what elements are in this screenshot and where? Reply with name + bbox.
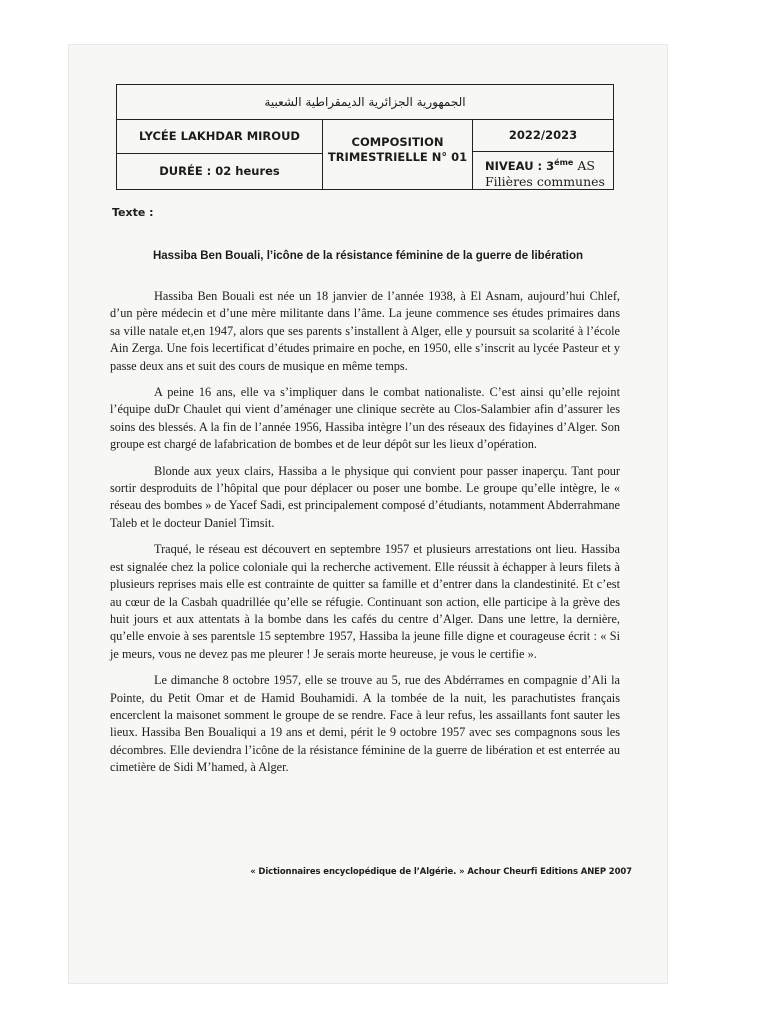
text-body (110, 288, 620, 786)
school-name: LYCÉE LAKHDAR MIROUD (117, 119, 323, 154)
school-year: 2022/2023 (473, 119, 613, 152)
composition-line-1: COMPOSITION (351, 135, 444, 149)
source-citation: « Dictionnaires encyclopédique de l’Algérie. » Achour Cheurfi Editions ANEP 2007 (250, 866, 632, 877)
level-label: NIVEAU : (485, 158, 547, 173)
level-suffix: AS (573, 157, 595, 173)
header-table (116, 84, 614, 190)
paragraph-2: A peine 16 ans, elle va s’impliquer dans le combat nationaliste. C’est ainsi qu’elle rejoint l’équipe duDr Chaulet qui vient d’aménager une clinique secrète au Clos-Salambier afin d’assurer les soins des blessés. A la fin de l’année 1956, Hassiba intègre l’un des réseaux des fidayines d’Alger. Son groupe est chargé de lafabrication de bombes et de leur dépôt sur les lieux d’opération. (110, 385, 620, 452)
paragraph-1: Hassiba Ben Bouali est née un 18 janvier de l’année 1938, à El Asnam, aujourd’hui Chlef, d’un père médecin et d’une mère militante dans l’âme. La jeune commence ses études primaires dans sa ville natale et,en 1947, alors que ses parents s’installent à Alger, elle y poursuit sa scolarité à l’école Ain Zerga. Une fois lecertificat d’études primaire en poche, en 1950, elle s’inscrit au lycée Pasteur et y passe deux ans et suit des cours de musique en même temps. (110, 289, 620, 373)
level-cell (473, 152, 613, 189)
texte-label: Texte : (112, 206, 154, 219)
level-number: 3 (546, 158, 555, 173)
composition-line-2: TRIMESTRIELLE N° 01 (327, 150, 468, 164)
level-sup: éme (554, 158, 574, 167)
composition-title (323, 119, 473, 189)
paragraph-5: Le dimanche 8 octobre 1957, elle se trouve au 5, rue des Abdérrames en compagnie d’Ali la Pointe, du Petit Omar et de Hamid Bouhamidi. A la tombée de la nuit, les parachutistes français encerclent la maisonet somment le groupe de se rendre. Face à leur refus, les assaillants font sauter les lieux. Hassiba Ben Boualiqui a 19 ans et demi, périt le 9 octobre 1957 avec ses compagnons sous les décombres. Elle deviendra l’icône de la résistance féminine de la guerre de libération et est enterrée au cimetière de Sidi M’hamed, à Alger. (110, 673, 620, 775)
exam-duration: DURÉE : 02 heures (117, 154, 323, 189)
paragraph-4: Traqué, le réseau est découvert en septembre 1957 et plusieurs arrestations ont lieu. Hassiba est signalée chez la police coloniale qui la recherche activement. Elle réussit à échapper à leurs filets à plusieurs reprises mais elle est contrainte de quitter sa famille et d’entrer dans la clandestinité. Et c’est au cœur de la Casbah quadrillée qu’elle se réfugie. Continuant son action, elle participe à la grève des huit jours et aux attentats à la bombe dans les cafés du centre d’Alger. Dans une lettre, la dernière, qu’elle envoie à ses parentsle 15 septembre 1957, Hassiba la jeune fille digne et courageuse écrit : « Si je meurs, vous ne devez pas me pleurer ! Je serais morte heureuse, je vous le certifie ». (110, 542, 620, 661)
exam-sheet (68, 44, 668, 984)
paragraph-3: Blonde aux yeux clairs, Hassiba a le physique qui convient pour passer inaperçu. Tant pour sortir desproduits de l’hôpital que pour déplacer ou poser une bombe. Le groupe qu’elle intègre, le « réseau des bombes » de Yacef Sadi, est principalement composé d’étudiants, notamment Abderrahmane Taleb et le docteur Daniel Timsit. (110, 463, 620, 530)
arabic-title: الجمهورية الجزائرية الديمقراطية الشعبية (117, 85, 613, 120)
filieres: Filières communes (485, 173, 605, 189)
text-title: Hassiba Ben Bouali, l’icône de la résistance féminine de la guerre de libération (152, 250, 584, 262)
